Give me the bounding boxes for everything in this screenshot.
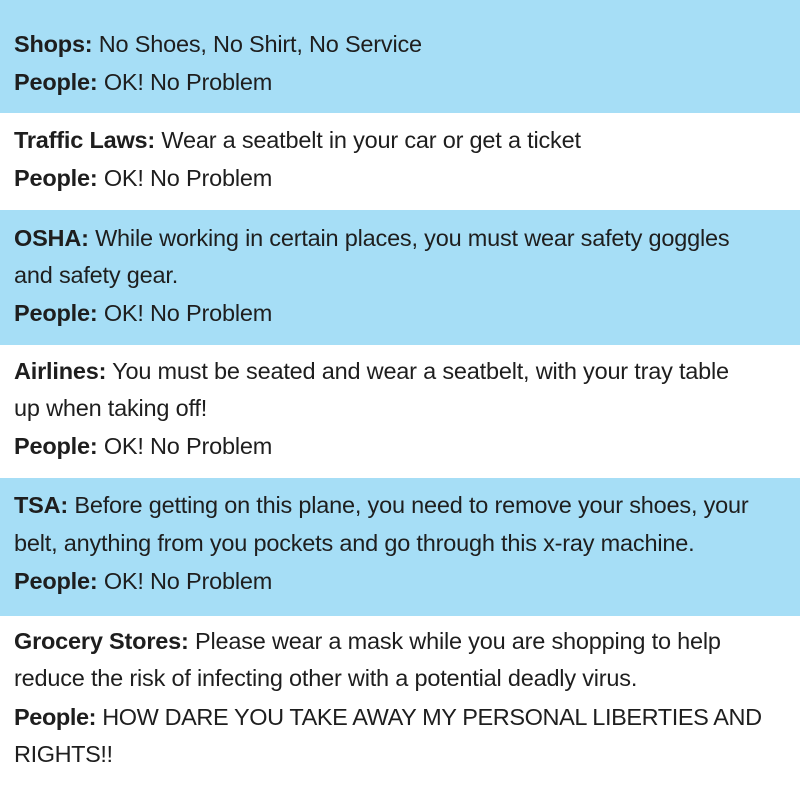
rule-label: Shops: (14, 31, 93, 57)
response-text: RIGHTS!! (14, 741, 113, 767)
rule-line (14, 626, 786, 656)
rule-line-continued (14, 663, 786, 693)
row-tsa (0, 478, 800, 616)
rule-text: Wear a seatbelt in your car or get a ticket (161, 127, 581, 153)
response-text: OK! No Problem (103, 568, 273, 594)
response-text: OK! No Problem (103, 165, 273, 191)
row-airlines (0, 345, 800, 478)
response-label: People: (14, 704, 97, 730)
row-traffic-laws (0, 113, 800, 210)
rule-line-continued (14, 528, 786, 558)
rule-line (14, 490, 786, 520)
response-line (14, 67, 786, 97)
rule-text: belt, anything from you pockets and go through this x-ray machine. (14, 530, 695, 556)
rule-text: reduce the risk of infecting other with a potential deadly virus. (14, 665, 638, 691)
response-label: People: (14, 568, 98, 594)
row-shops (0, 0, 800, 113)
rule-line (14, 29, 786, 59)
rule-line-continued (14, 393, 786, 423)
rule-line (14, 125, 786, 155)
rule-text: Before getting on this plane, you need to remove your shoes, your (74, 492, 749, 518)
rule-text: You must be seated and wear a seatbelt, with your tray table (112, 358, 729, 384)
response-line-continued (14, 739, 786, 769)
rule-text: While working in certain places, you must wear safety goggles (95, 225, 730, 251)
response-label: People: (14, 433, 98, 459)
response-text: OK! No Problem (103, 300, 273, 326)
rule-text: Please wear a mask while you are shopping to help (194, 628, 721, 654)
response-line (14, 431, 786, 461)
rule-line (14, 356, 786, 386)
rule-text: No Shoes, No Shirt, No Service (98, 31, 422, 57)
response-label: People: (14, 165, 98, 191)
rule-label: Airlines: (14, 358, 107, 384)
rule-label: Grocery Stores: (14, 628, 189, 654)
response-text: OK! No Problem (103, 433, 273, 459)
rule-text: and safety gear. (14, 262, 179, 288)
rule-text: up when taking off! (14, 395, 208, 421)
response-line (14, 298, 786, 328)
response-label: People: (14, 300, 98, 326)
rule-line-continued (14, 260, 786, 290)
response-line (14, 163, 786, 193)
rule-label: Traffic Laws: (14, 127, 156, 153)
row-grocery-stores (0, 616, 800, 800)
response-line (14, 702, 786, 732)
response-text: HOW DARE YOU TAKE AWAY MY PERSONAL LIBERTIES AND (102, 704, 762, 730)
row-osha (0, 210, 800, 345)
rule-label: TSA: (14, 492, 69, 518)
response-line (14, 566, 786, 596)
rule-label: OSHA: (14, 225, 89, 251)
response-label: People: (14, 69, 98, 95)
rule-line (14, 223, 786, 253)
response-text: OK! No Problem (103, 69, 273, 95)
